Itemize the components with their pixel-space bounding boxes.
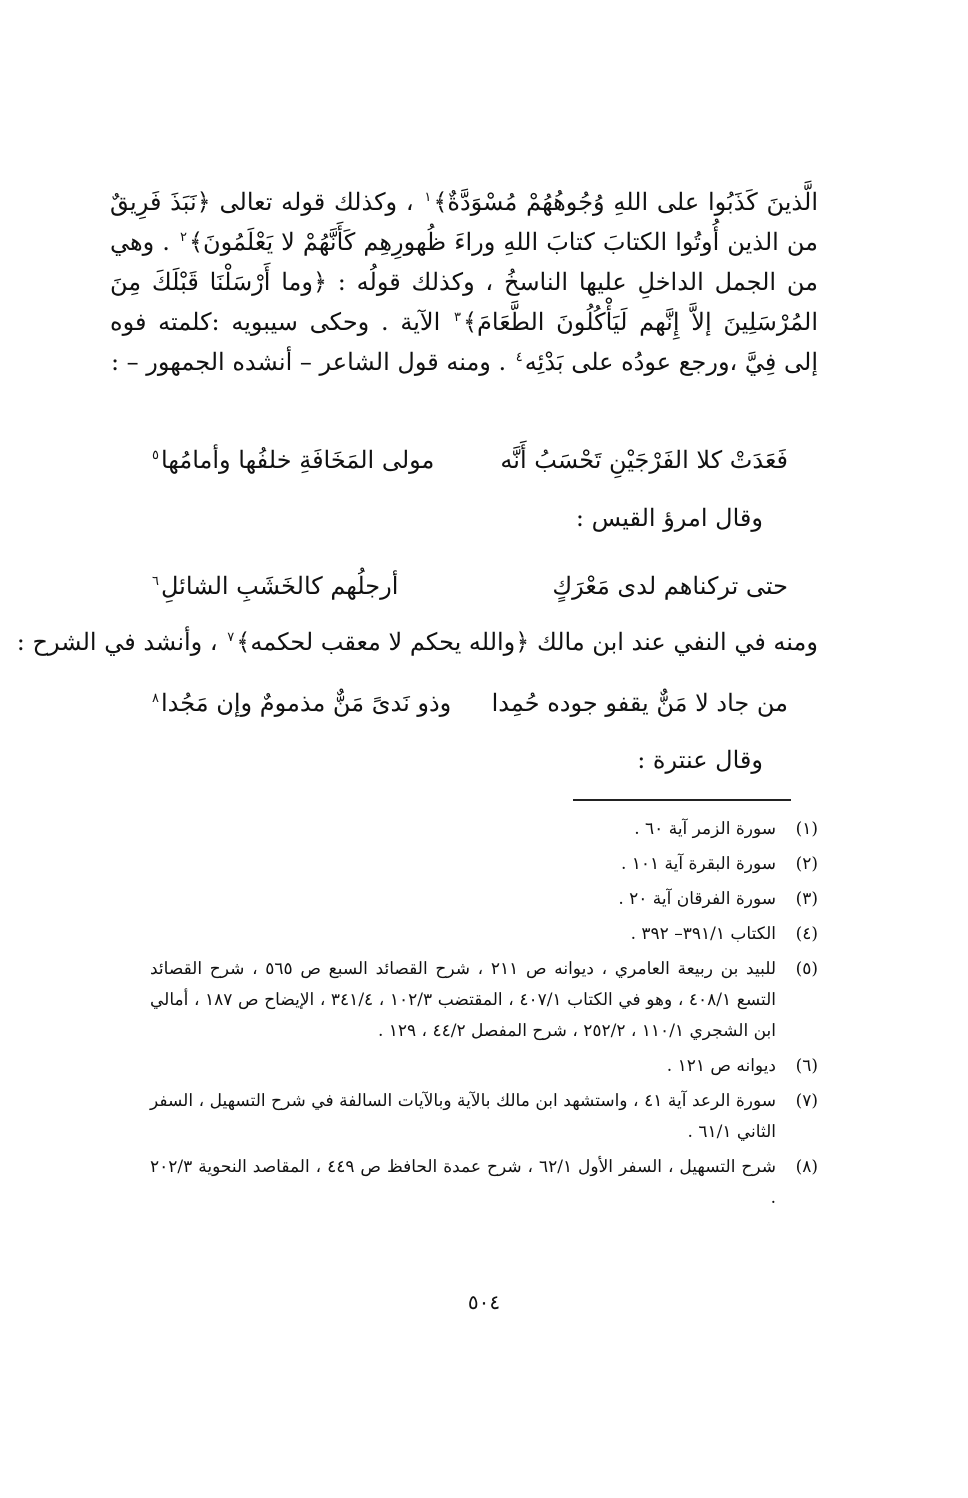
footnote-text: شرح التسهيل ، السفر الأول ٦٢/١ ، شرح عمدة الحافظ ص ٤٤٩ ، المقاصد النحوية ٢٠٢/٣ . (150, 1157, 777, 1208)
footnote-text: سورة البقرة آية ١٠١ . (620, 854, 776, 874)
prose-3-tail: ، وأنشد في الشرح : (16, 628, 218, 656)
prose-line-ibn-malik (16, 622, 818, 662)
footnote-7 (150, 1086, 818, 1148)
footnote-ref-6[interactable]: ٦ (152, 574, 159, 589)
quran-quote-1: الَّذينَ كَذَبُوا على اللهِ وُجُوهُهُمْ مُسْوَدَّةٌ﴾ (433, 188, 818, 216)
footnote-number: (٢) (795, 854, 818, 874)
page-number: ٥٠٤ (467, 1290, 501, 1314)
footnote-ref-7[interactable]: ٧ (227, 630, 235, 645)
footnote-6 (150, 1051, 818, 1082)
footnote-divider (573, 799, 791, 801)
footnote-text: للبيد بن ربيعة العامري ، ديوانه ص ٢١١ ، شرح القصائد السبع ص ٥٦٥ ، شرح القصائد التسع ٤٠٨/١ ، وهو في الكتاب ٤٠٧/١ ، المقتضب ١٠٢/٣ ، ٣٤١/٤ ، الإيضاح ص ١٨٧ ، أمالي ابن الشجري ١١٠/١ ، ٢٥٢/٢ ، شرح المفصل ٤٤/٢ ، ١٢٩ . (150, 959, 777, 1041)
sentence-3: . وهي من الجمل الداخلِ عليها الناسخُ ، وكذلك قولُه : ﴿وما أَرْسَلْنَا قَبْلَكَ مِنَ المُرْسَلِينَ إلاَّ إِنَّهم لَيَأْكُلُونَ الطَّعَامَ﴾ (110, 228, 818, 336)
footnote-number: (١) (795, 819, 818, 839)
main-paragraph (110, 182, 818, 382)
footnote-ref-5[interactable]: ٥ (152, 448, 159, 463)
footnote-5 (150, 954, 818, 1047)
footnote-number: (٤) (795, 924, 818, 944)
footnote-4 (150, 919, 818, 950)
verse-1-second-text: مولى المَخَافَةِ خلفُها وأمامُها (160, 446, 435, 474)
sentence-5: . ومنه قول الشاعر – أنشده الجمهور – : (110, 348, 507, 376)
footnotes-section (150, 814, 818, 1218)
verse-1-second-hemistich (150, 440, 434, 480)
footnote-2 (150, 849, 818, 880)
verse-1 (150, 440, 788, 480)
footnote-3 (150, 884, 818, 915)
footnote-text: سورة الفرقان آية ٢٠ . (618, 889, 776, 909)
footnote-text: سورة الزمر آية ٦٠ . (634, 819, 776, 839)
footnote-ref-2[interactable]: ٢ (179, 230, 187, 245)
intro-imru-al-qays: وقال امرؤ القيس : (575, 504, 763, 532)
sentence-4: الآية . وحكى سيبويه :كلمته فوه إلى فِيَّ ،ورجع عودُه على بَدْئِه (110, 308, 818, 376)
verse-2-first-hemistich: حتى تركناهم لدى مَعْرَكٍ (552, 572, 788, 600)
prose-3-text: ومنه في النفي عند ابن مالك ﴿والله يحكم لا معقب لحكمه﴾ (236, 628, 818, 656)
footnote-8 (150, 1152, 818, 1214)
verse-3 (150, 683, 788, 723)
verse-3-first-hemistich: من جاد لا مَنٌّ يقفو جوده حُمِدا (491, 689, 788, 717)
intro-antara: وقال عنترة : (637, 746, 763, 774)
footnote-number: (٥) (795, 959, 818, 979)
sentence-2: ، وكذلك قوله تعالى ﴿نَبَذَ فَرِيقٌ من الذين أُوتُوا الكتابَ كتابَ اللهِ وراءَ ظُهورِهِم كَأَنَّهُمْ لا يَعْلَمُونَ﴾ (110, 188, 818, 256)
footnote-number: (٨) (795, 1157, 818, 1177)
footnote-ref-8[interactable]: ٨ (152, 691, 159, 706)
footnote-ref-1[interactable]: ١ (424, 190, 432, 205)
footnote-ref-4[interactable]: ٤ (515, 350, 523, 365)
footnote-number: (٧) (795, 1091, 818, 1111)
verse-1-first-hemistich: فَعَدَتْ كلا الفَرْجَيْنِ تَحْسَبُ أَنَّه (500, 446, 788, 474)
verse-2 (150, 566, 788, 606)
verse-3-second-hemistich (150, 683, 451, 723)
footnote-number: (٣) (795, 889, 818, 909)
footnote-text: ديوانه ص ١٢١ . (666, 1056, 776, 1076)
verse-2-second-text: أرجلُهم كالخَشَبِ الشائلِ (160, 572, 399, 600)
footnote-number: (٦) (795, 1056, 818, 1076)
paragraph-text (110, 182, 818, 382)
verse-3-second-text: وذو نَدىً مَنٌّ مذمومٌ وإن مَجُدا (160, 689, 452, 717)
footnote-ref-3[interactable]: ٣ (453, 310, 461, 325)
footnote-text: سورة الرعد آية ٤١ ، واستشهد ابن مالك بالآية وبالآيات السالفة في شرح التسهيل ، السفر الثاني ٦١/١ . (150, 1091, 776, 1142)
footnote-text: الكتاب ٣٩١/١– ٣٩٢ . (630, 924, 776, 944)
verse-2-second-hemistich (150, 566, 398, 606)
footnote-1 (150, 814, 818, 845)
